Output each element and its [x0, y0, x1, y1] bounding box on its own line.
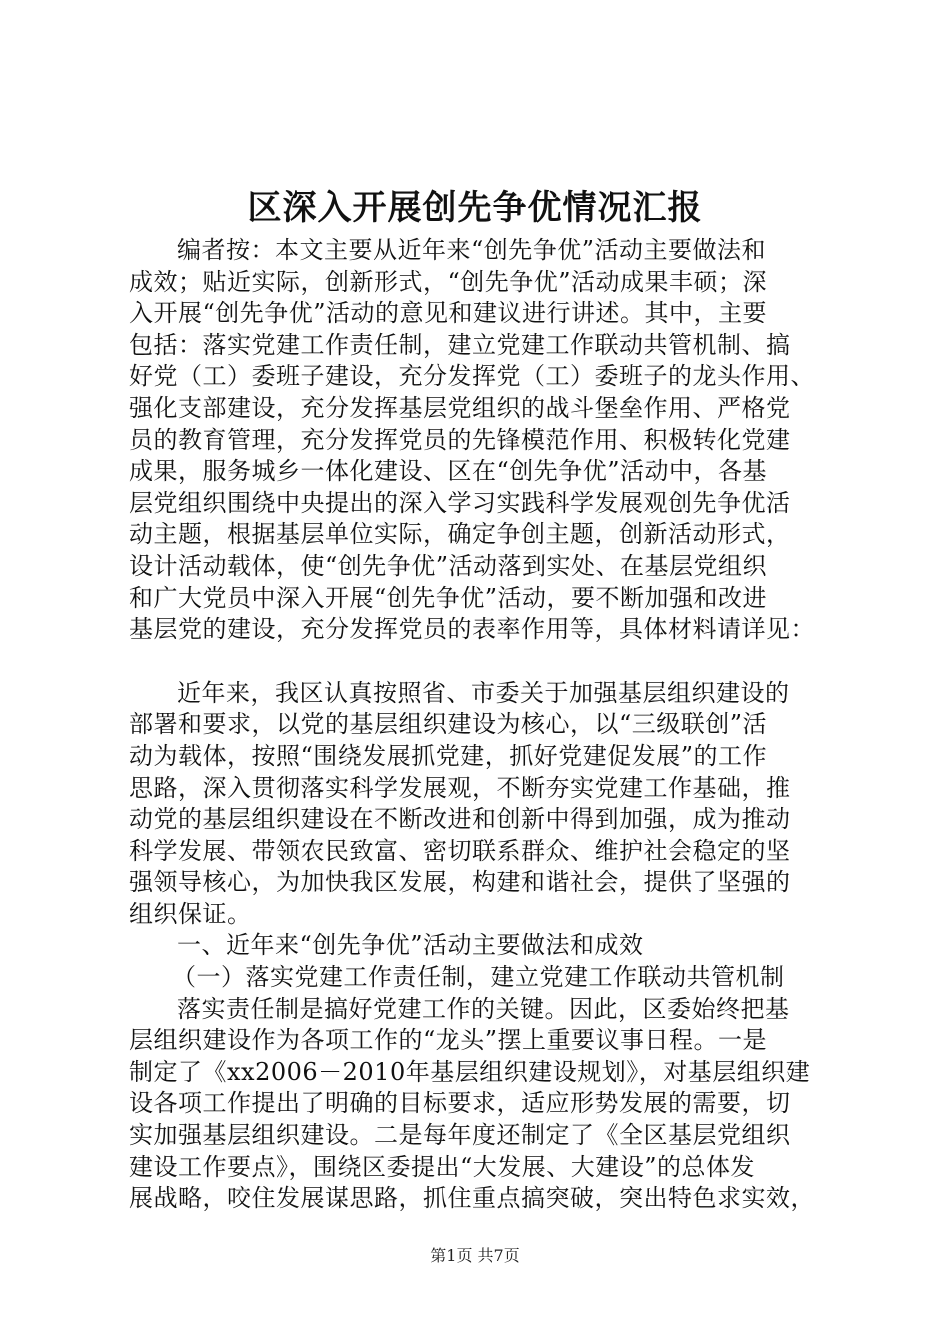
editor-note-line: 成效；贴近实际，创新形式，“创先争优”活动成果丰硕；深	[129, 267, 768, 296]
editor-note-line: 设计活动载体，使“创先争优”活动落到实处、在基层党组织	[129, 551, 768, 580]
intro-line: 部署和要求，以党的基层组织建设为核心，以“三级联创”活	[129, 710, 768, 739]
subsection-line: 层组织建设作为各项工作的“龙头”摆上重要议事日程。一是	[129, 1026, 768, 1055]
editor-note	[129, 235, 829, 646]
intro-line: 近年来，我区认真按照省、市委关于加强基层组织建设的	[177, 678, 790, 707]
editor-note-line: 好党（工）委班子建设，充分发挥党（工）委班子的龙头作用、	[129, 362, 815, 391]
subsection-line: 建设工作要点》，围绕区委提出“大发展、大建设”的总体发	[129, 1152, 756, 1181]
subsection-line: 设各项工作提出了明确的目标要求，适应形势发展的需要，切	[129, 1089, 791, 1118]
intro-line: 思路，深入贯彻落实科学发展观，不断夯实党建工作基础，推	[129, 773, 791, 802]
document-body	[129, 235, 829, 1215]
intro-line: 科学发展、带领农民致富、密切联系群众、维护社会稳定的坚	[129, 836, 791, 865]
editor-note-line: 员的教育管理，充分发挥党员的先锋模范作用、积极转化党建	[129, 425, 791, 454]
editor-note-line: 包括：落实党建工作责任制，建立党建工作联动共管机制、搞	[129, 330, 791, 359]
page-number-footer: 第1页 共7页	[430, 1246, 520, 1265]
subsection-paragraph	[129, 994, 829, 1215]
paragraph-gap	[129, 646, 829, 678]
editor-note-line: 成果，服务城乡一体化建设、区在“创先争优”活动中，各基	[129, 457, 768, 486]
section-heading: 一、近年来“创先争优”活动主要做法和成效	[177, 931, 644, 960]
editor-note-line: 基层党的建设，充分发挥党员的表率作用等，具体材料请详见：	[129, 615, 815, 644]
intro-line: 组织保证。	[129, 899, 252, 928]
editor-note-line: 动主题，根据基层单位实际，确定争创主题，创新活动形式，	[129, 520, 791, 549]
subsection-line: 制定了《xx2006－2010年基层组织建设规划》，对基层组织建	[129, 1057, 811, 1086]
intro-line: 动为载体，按照“围绕发展抓党建，抓好党建促发展”的工作	[129, 741, 768, 770]
intro-line: 强领导核心，为加快我区发展，构建和谐社会，提供了坚强的	[129, 868, 791, 897]
editor-note-line: 和广大党员中深入开展“创先争优”活动，要不断加强和改进	[129, 583, 768, 612]
subsection-line: 展战略，咬住发展谋思路，抓住重点搞突破，突出特色求实效，	[129, 1184, 815, 1213]
editor-note-line: 层党组织围绕中央提出的深入学习实践科学发展观创先争优活	[129, 488, 791, 517]
editor-note-line: 强化支部建设，充分发挥基层党组织的战斗堡垒作用、严格党	[129, 393, 791, 422]
document-title: 区深入开展创先争优情况汇报	[247, 188, 703, 228]
intro-line: 动党的基层组织建设在不断改进和创新中得到加强，成为推动	[129, 805, 791, 834]
editor-note-line: 入开展“创先争优”活动的意见和建议进行讲述。其中，主要	[129, 299, 768, 328]
subsection-line: 落实责任制是搞好党建工作的关键。因此，区委始终把基	[177, 994, 790, 1023]
editor-note-line: 编者按：本文主要从近年来“创先争优”活动主要做法和	[177, 236, 767, 264]
subsection-heading: （一）落实党建工作责任制，建立党建工作联动共管机制	[172, 963, 785, 992]
intro-paragraph	[129, 678, 829, 931]
subsection-line: 实加强基层组织建设。二是每年度还制定了《全区基层党组织	[129, 1121, 791, 1150]
